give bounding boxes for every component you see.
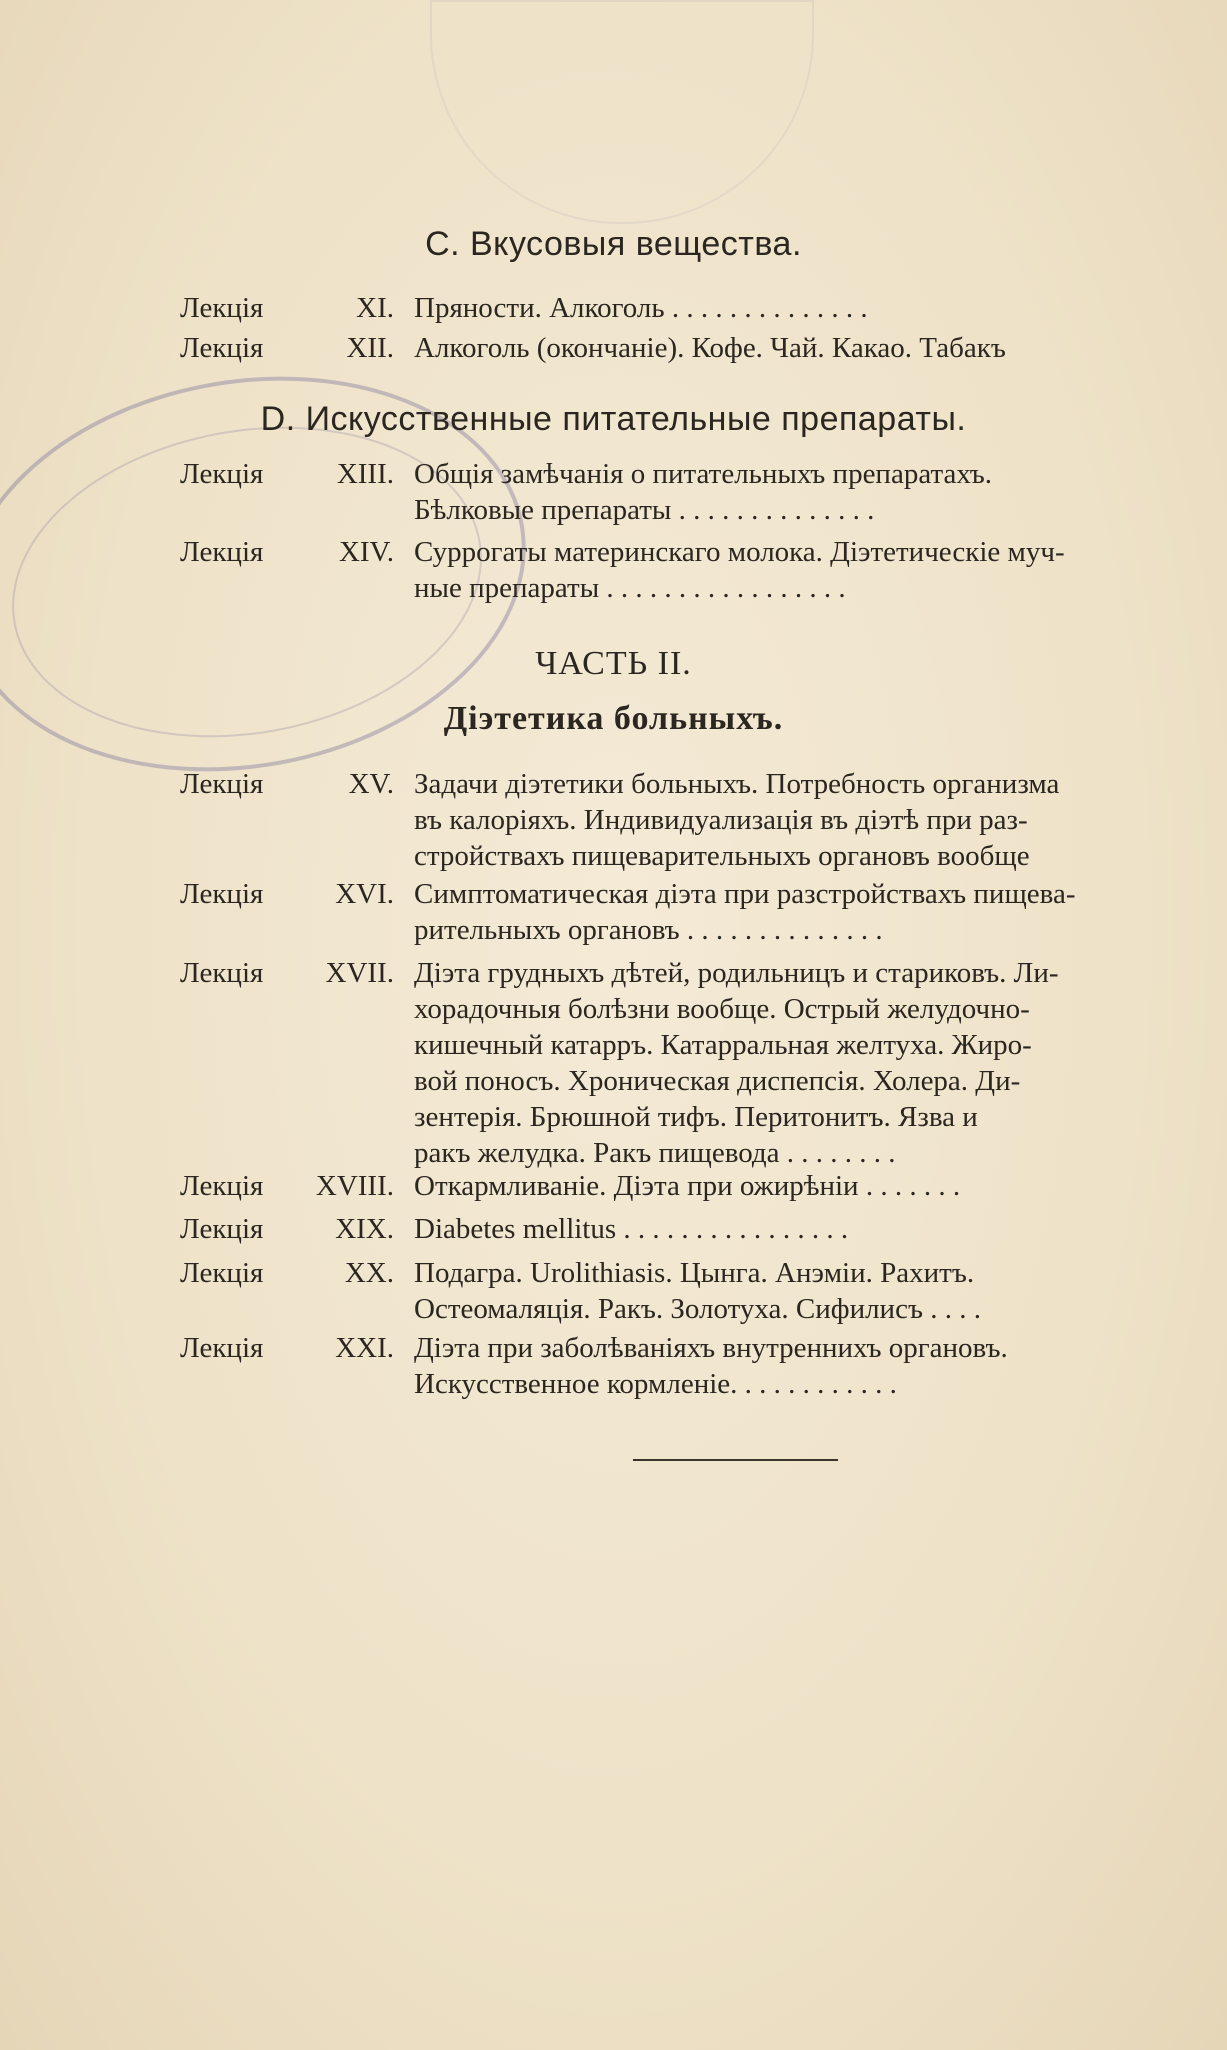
entry-number: XI. [356, 292, 394, 324]
bleed-through-mark [430, 0, 814, 224]
entry-number: XVI. [335, 878, 394, 910]
entry-label: Лекція [180, 1213, 264, 1245]
entry-label: Лекція [180, 768, 264, 800]
entry-line: въ калоріяхъ. Индивидуализація въ діэтѣ при раз- [414, 804, 1028, 836]
entry-text [414, 534, 1204, 606]
entry-text [414, 330, 1204, 366]
entry-line: Діэта грудныхъ дѣтей, родильницъ и стариковъ. Ли- [414, 957, 1059, 989]
entry-line: хорадочныя болѣзни вообще. Острый желудочно- [414, 993, 1030, 1025]
entry-line: Остеомаляція. Ракъ. Золотуха. Сифилисъ . . . . [414, 1293, 981, 1325]
entry-line: Пряности. Алкоголь . . . . . . . . . . . . . . [414, 292, 868, 324]
entry-text [414, 1168, 1204, 1204]
entry-text [414, 876, 1204, 948]
entry-number: XIV. [338, 536, 394, 568]
entry-text [414, 1330, 1204, 1402]
entry-text [414, 1255, 1204, 1327]
entry-line: кишечный катарръ. Катарральная желтуха. Жиро- [414, 1029, 1032, 1061]
entry-number: XIX. [335, 1213, 394, 1245]
entry-label: Лекція [180, 878, 264, 910]
entry-label: Лекція [180, 292, 264, 324]
closing-rule [633, 1459, 838, 1461]
entry-line: ракъ желудка. Ракъ пищевода . . . . . . . . [414, 1137, 896, 1169]
entry-line: Бѣлковые препараты . . . . . . . . . . . . . . [414, 494, 875, 526]
entry-line: Алкоголь (окончаніе). Кофе. Чай. Какао. Табакъ [414, 332, 1006, 364]
entry-text [414, 290, 1204, 326]
entry-line: ные препараты . . . . . . . . . . . . . . . . . [414, 572, 846, 604]
part-subtitle: Діэтетика больныхъ. [443, 700, 784, 737]
part-title: ЧАСТЬ II. [535, 645, 692, 682]
entry-line: Діэта при заболѣваніяхъ внутреннихъ органовъ. [414, 1332, 1008, 1364]
entry-line: Искусственное кормленіе. . . . . . . . . . . . [414, 1368, 897, 1400]
entry-label: Лекція [180, 1170, 264, 1202]
entry-text [414, 766, 1204, 874]
entry-number: XVIII. [315, 1170, 394, 1202]
entry-line: Общія замѣчанія о питательныхъ препаратахъ. [414, 458, 992, 490]
entry-text [414, 955, 1204, 1171]
entry-line: Задачи діэтетики больныхъ. Потребность организма [414, 768, 1060, 800]
entry-line: Откармливаніе. Діэта при ожирѣніи . . . . . . . [414, 1170, 961, 1202]
entry-number: XIII. [336, 458, 394, 490]
entry-line: Суррогаты материнскаго молока. Діэтетическіе муч- [414, 536, 1065, 568]
entry-text [414, 1211, 1204, 1247]
entry-number: XII. [346, 332, 394, 364]
entry-label: Лекція [180, 536, 264, 568]
entry-line: рительныхъ органовъ . . . . . . . . . . . . . . [414, 914, 883, 946]
entry-number: XV. [348, 768, 394, 800]
entry-line: зентерія. Брюшной тифъ. Перитонитъ. Язва и [414, 1101, 978, 1133]
entry-line: Симптоматическая діэта при разстройствахъ пищева- [414, 878, 1076, 910]
section-c-title: C. Вкусовыя вещества. [425, 225, 802, 263]
section-d-title: D. Искусственные питательные препараты. [260, 400, 967, 438]
entry-line: вой поносъ. Хроническая диспепсія. Холера. Ди- [414, 1065, 1021, 1097]
entry-line: Подагра. Urolithiasis. Цынга. Анэміи. Рахитъ. [414, 1257, 975, 1289]
entry-number: XXI. [335, 1332, 394, 1364]
entry-line: стройствахъ пищеварительныхъ органовъ вообще [414, 840, 1030, 872]
entry-text [414, 456, 1204, 528]
entry-label: Лекція [180, 458, 264, 490]
entry-label: Лекція [180, 1257, 264, 1289]
entry-number: XX. [344, 1257, 394, 1289]
entry-label: Лекція [180, 957, 264, 989]
entry-label: Лекція [180, 332, 264, 364]
entry-line: Diabetes mellitus . . . . . . . . . . . . . . . . [414, 1213, 849, 1245]
entry-number: XVII. [325, 957, 394, 989]
entry-label: Лекція [180, 1332, 264, 1364]
